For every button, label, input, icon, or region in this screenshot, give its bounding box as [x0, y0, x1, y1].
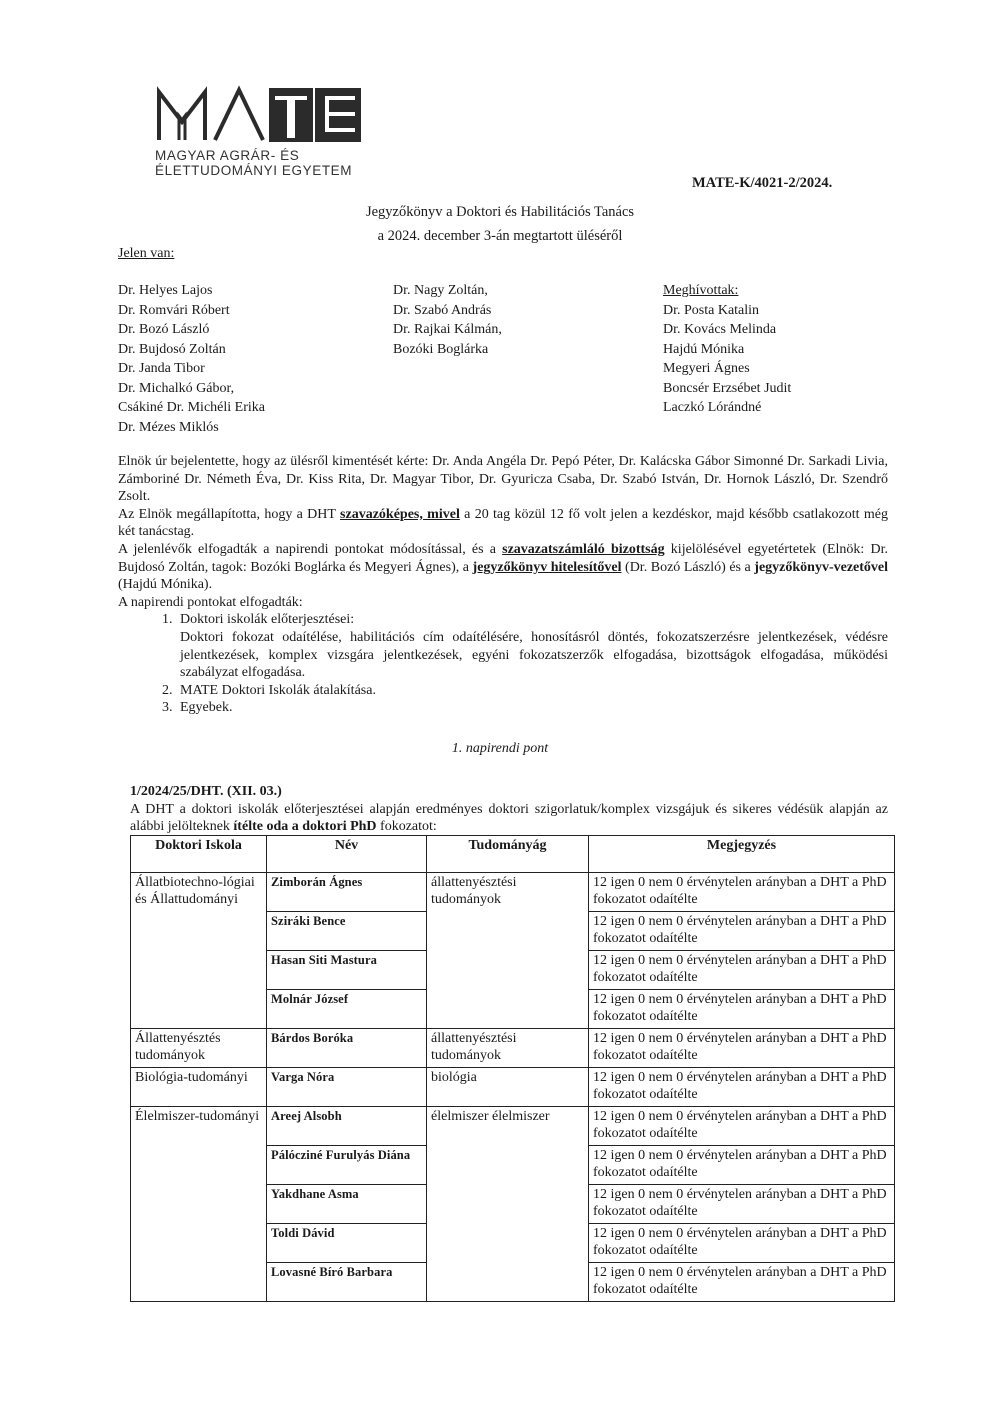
present-list-2 — [393, 281, 502, 359]
note-cell: 12 igen 0 nem 0 érvénytelen arányban a DHT a PhD fokozatot odaítélte — [589, 1263, 895, 1302]
invited-member: Boncsér Erzsébet Judit — [663, 380, 792, 396]
header-school: Doktori Iskola — [131, 836, 267, 873]
agenda-point-label: 1. napirendi pont — [451, 741, 549, 756]
candidate-name: Molnár József — [267, 990, 427, 1029]
phd-award-table — [130, 835, 895, 1302]
resolution-text-start: A DHT a doktori iskolák előterjesztései alapján eredményes doktori szigorlatuk/komplex vizsgájuk és sikeres védésük alapján az alábbi jelölteknek — [130, 801, 888, 835]
invited-member: Laczkó Lórándné — [663, 400, 762, 415]
candidate-name: Yakdhane Asma — [267, 1185, 427, 1224]
table-row — [131, 873, 895, 912]
present-member: Bozóki Boglárka — [393, 341, 489, 357]
table-row — [131, 1107, 895, 1146]
candidate-name: Varga Nóra — [267, 1068, 427, 1107]
minutes-body — [118, 453, 888, 717]
field-cell: állattenyésztési tudományok — [427, 1029, 589, 1068]
agenda-list — [118, 611, 888, 717]
candidate-name: Bárdos Boróka — [267, 1029, 427, 1068]
present-member: Dr. Bozó László — [118, 322, 210, 337]
invited-member: Dr. Posta Katalin — [663, 302, 760, 318]
table-header-row — [131, 836, 895, 873]
acceptance-text: A jelenlévők elfogadták a napirendi pontokat módosítással, és a — [118, 541, 503, 557]
candidate-name: Toldi Dávid — [267, 1224, 427, 1263]
quorum-emphasis: szavazóképes, mivel — [340, 506, 460, 522]
quorum-paragraph — [118, 506, 888, 541]
invited-member: Hajdú Mónika — [663, 341, 745, 357]
note-cell: 12 igen 0 nem 0 érvénytelen arányban a DHT a PhD fokozatot odaítélte — [589, 1107, 895, 1146]
agenda-item-detail: Doktori fokozat odaítélése, habilitációs cím odaítélésére, honosításról döntés, fokozatszerzésre jelentkezések, védésre jelentkezések, komplex vizsgára jelentkezések, egyéni fokozatszerzők elfogadása, bizottságok elfogadása, működési szabályzat elfogadása. — [180, 629, 888, 681]
agenda-item: 2. MATE Doktori Iskolák átalakítása. — [176, 682, 888, 700]
present-member: Csákiné Dr. Michéli Erika — [118, 400, 265, 415]
present-member: Dr. Michalkó Gábor, — [118, 380, 235, 396]
field-cell: élelmiszer élelmiszer — [427, 1107, 589, 1302]
agenda-item — [176, 611, 888, 681]
quorum-text-end: a 20 tag közül 12 fő volt jelen a kezdéskor, majd később csatlakozott még két tanácstag. — [118, 506, 888, 540]
resolution — [130, 783, 888, 836]
invited-member: Dr. Kovács Melinda — [663, 322, 777, 337]
acceptance-paragraph — [118, 541, 888, 594]
note-cell: 12 igen 0 nem 0 érvénytelen arányban a DHT a PhD fokozatot odaítélte — [589, 912, 895, 951]
resolution-text-end: fokozatot: — [376, 819, 437, 835]
logo-line-1: MAGYAR AGRÁR- ÉS — [155, 148, 300, 163]
header-name: Név — [267, 836, 427, 873]
note-cell: 12 igen 0 nem 0 érvénytelen arányban a DHT a PhD fokozatot odaítélte — [589, 1185, 895, 1224]
note-cell: 12 igen 0 nem 0 érvénytelen arányban a DHT a PhD fokozatot odaítélte — [589, 1068, 895, 1107]
mate-logo-mark — [155, 84, 365, 142]
school-cell: Állattenyésztés tudományok — [131, 1029, 267, 1068]
present-member: Dr. Romvári Róbert — [118, 302, 230, 318]
header-field: Tudományág — [427, 836, 589, 873]
present-heading: Jelen van: — [118, 246, 175, 261]
title-line-1: Jegyzőkönyv a Doktori és Habilitációs Tanács — [365, 204, 635, 220]
present-member: Dr. Bujdosó Zoltán — [118, 341, 226, 357]
agenda-item: 3. Egyebek. — [176, 699, 888, 717]
school-cell: Biológia-tudományi — [131, 1068, 267, 1107]
header-note: Megjegyzés — [589, 836, 895, 873]
field-cell: biológia — [427, 1068, 589, 1107]
note-cell: 12 igen 0 nem 0 érvénytelen arányban a DHT a PhD fokozatot odaítélte — [589, 1029, 895, 1068]
document-title — [0, 200, 1000, 248]
present-member: Dr. Mézes Miklós — [118, 419, 219, 435]
acceptance-text: (Hajdú Mónika). — [118, 577, 213, 593]
candidate-name: Areej Alsobh — [267, 1107, 427, 1146]
vote-committee-emphasis: szavazatszámláló bizottság — [502, 541, 665, 557]
table-row — [131, 1029, 895, 1068]
invited-heading: Meghívottak: — [663, 283, 739, 298]
present-member: Dr. Szabó András — [393, 302, 492, 318]
note-cell: 12 igen 0 nem 0 érvénytelen arányban a DHT a PhD fokozatot odaítélte — [589, 951, 895, 990]
acceptance-text: kijelölésével egyetértetek (Elnök: Dr. Bujdosó Zoltán, tagok: Bozóki Boglárka és Megyeri Ágnes), a — [118, 541, 888, 575]
field-cell: állattenyésztési tudományok — [427, 873, 589, 1029]
resolution-emphasis: ítélte oda a doktori PhD — [233, 819, 377, 835]
candidate-name: Hasan Siti Mastura — [267, 951, 427, 990]
agenda-intro: A napirendi pontokat elfogadták: — [118, 594, 303, 610]
excused-paragraph: Elnök úr bejelentette, hogy az ülésről kimentését kérte: Dr. Anda Angéla Dr. Pepó Péter, Dr. Kalácska Gábor Simonné Dr. Sarkadi Livia, Zámboriné Dr. Németh Éva, Dr. Kiss Rita, Dr. Magyar Tibor, Dr. Gyuricza Csaba, Dr. Szabó István, Dr. Hornok László, Dr. Szendrő Zsolt. — [118, 454, 888, 505]
note-cell: 12 igen 0 nem 0 érvénytelen arányban a DHT a PhD fokozatot odaítélte — [589, 873, 895, 912]
school-cell: Állatbiotechno-lógiai és Állattudományi — [131, 873, 267, 1029]
note-cell: 12 igen 0 nem 0 érvénytelen arányban a DHT a PhD fokozatot odaítélte — [589, 1146, 895, 1185]
university-logo — [155, 84, 370, 189]
present-list-1 — [118, 281, 265, 437]
present-member: Dr. Rajkai Kálmán, — [393, 322, 502, 337]
resolution-id: 1/2024/25/DHT. (XII. 03.) — [130, 784, 282, 799]
candidate-name: Zimborán Ágnes — [267, 873, 427, 912]
recorder-emphasis: jegyzőkönyv-vezetővel — [754, 559, 889, 575]
resolution-text — [130, 801, 888, 836]
title-line-2: a 2024. december 3-án megtartott üléséről — [377, 228, 623, 244]
present-member: Dr. Helyes Lajos — [118, 283, 213, 298]
candidate-name: Sziráki Bence — [267, 912, 427, 951]
candidate-name: Lovasné Bíró Barbara — [267, 1263, 427, 1302]
school-cell: Élelmiszer-tudományi — [131, 1107, 267, 1302]
quorum-text: Az Elnök megállapította, hogy a DHT — [118, 506, 341, 522]
logo-line-2: ÉLETTUDOMÁNYI EGYETEM — [155, 163, 353, 178]
invited-list — [663, 281, 791, 418]
present-member: Dr. Janda Tibor — [118, 361, 205, 376]
acceptance-text: (Dr. Bozó László) és a — [621, 559, 755, 575]
present-member: Dr. Nagy Zoltán, — [393, 283, 488, 298]
invited-member: Megyeri Ágnes — [663, 361, 750, 376]
note-cell: 12 igen 0 nem 0 érvénytelen arányban a DHT a PhD fokozatot odaítélte — [589, 1224, 895, 1263]
candidate-name: Pálócziné Furulyás Diána — [267, 1146, 427, 1185]
document-number: MATE-K/4021-2/2024. — [692, 175, 833, 191]
agenda-item-title: Doktori iskolák előterjesztései: — [180, 612, 355, 628]
table-row — [131, 1068, 895, 1107]
note-cell: 12 igen 0 nem 0 érvénytelen arányban a DHT a PhD fokozatot odaítélte — [589, 990, 895, 1029]
authenticator-emphasis: jegyzőkönyv hitelesítővel — [472, 559, 622, 575]
